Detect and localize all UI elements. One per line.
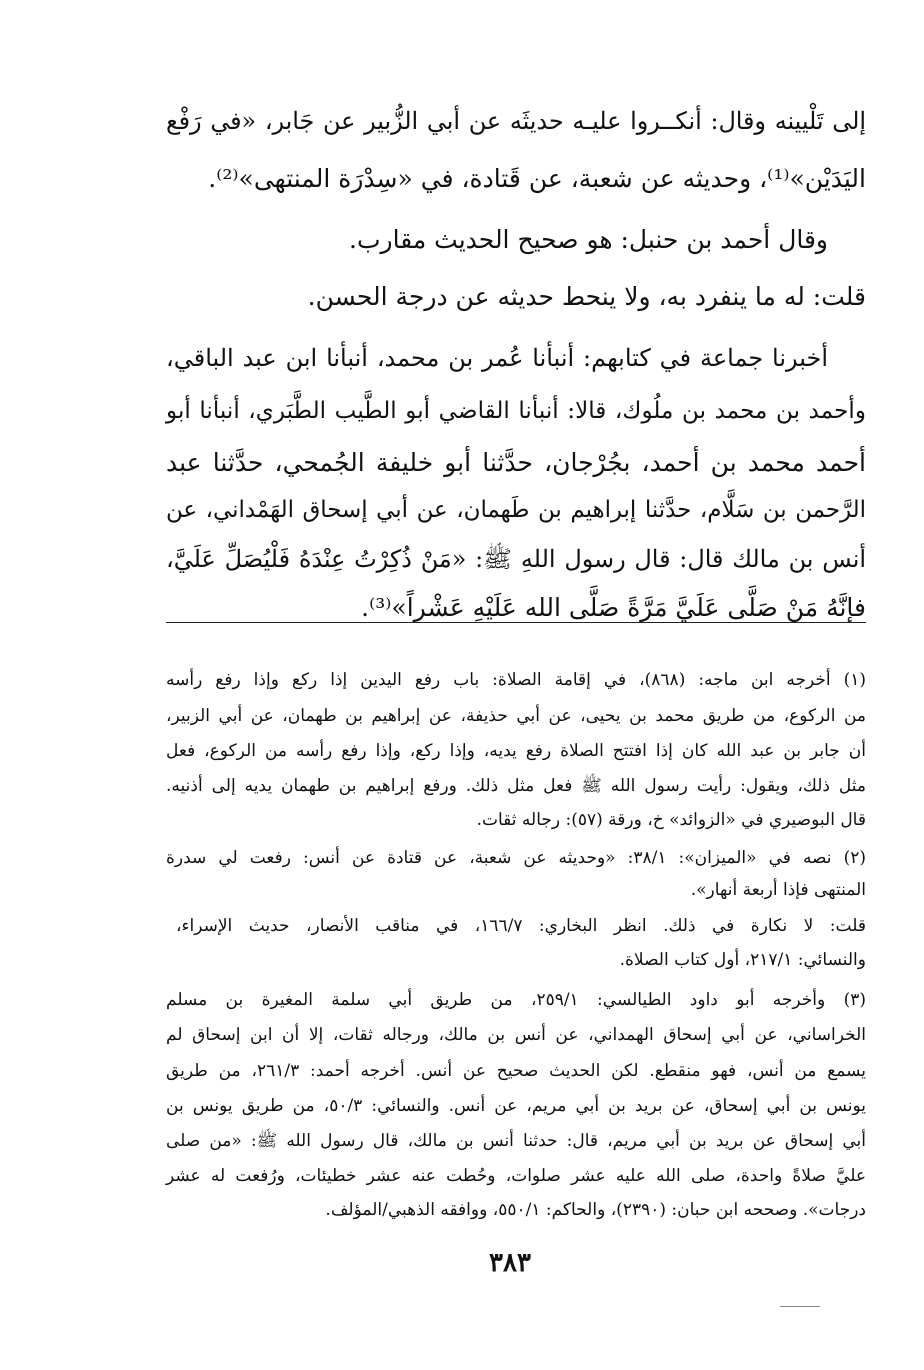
- footnote-line: يونس بن أبي إسحاق، عن بريد بن أبي مريم، عن أنس. والنسائي: ٥٠/٣، من طريق يونس بن: [166, 1096, 867, 1116]
- footnote-line: يسمع من أنس، فهو منقطع. لكن الحديث صحيح عن أنس. أخرجه أحمد: ٢٦١/٣، من طريق: [166, 1061, 866, 1081]
- footnote-line: المنتهى فإذا أربعة أنهار».: [690, 880, 866, 900]
- main-line: وأحمد بن محمد بن ملُوك، قالا: أنبأنا القاضي أبو الطَّيب الطَّبَري، أنبأنا أبو: [166, 398, 866, 424]
- main-line: أنس بن مالك قال: قال رسول اللهِ ﷺ: «مَنْ ذُكِرْتُ عِنْدَهُ فَلْيُصَلِّ عَلَيَّ،: [166, 545, 866, 573]
- footnote-line: (١) أخرجه ابن ماجه: (٨٦٨)، في إقامة الصلاة: باب رفع اليدين إذا ركع وإذا رفع رأسه: [166, 670, 866, 690]
- footnote-line: عليَّ صلاةً واحدة، صلى الله عليه عشر صلوات، وحُطت عنه عشر خطيئات، ورُفعت له عشر: [166, 1166, 866, 1186]
- footnote-line: قلت: لا نكارة في ذلك. انظر البخاري: ١٦٦/٧، في مناقب الأنصار، حديث الإسراء،: [176, 916, 866, 936]
- main-line: أحمد محمد بن أحمد، بجُرْجان، حدَّثنا أبو خليفة الجُمحي، حدَّثنا عبد: [166, 448, 866, 477]
- footnote-line: مثل ذلك، ويقول: رأيت رسول الله ﷺ فعل مثل ذلك. ورفع إبراهيم بن طهمان يديه إلى أذنيه.: [166, 776, 866, 796]
- footnote-line: من الركوع، من طريق محمد بن يحيى، عن أبي حذيفة، عن إبراهيم بن طهمان، عن أبي الزبير،: [166, 706, 866, 726]
- main-line: وقال أحمد بن حنبل: هو صحيح الحديث مقارب.: [349, 225, 828, 254]
- page-number: ٣٨٣: [489, 1248, 531, 1278]
- footnote-line: (٣) وأخرجه أبو داود الطيالسي: ٢٥٩/١، من طريق أبي سلمة المغيرة بن مسلم: [166, 990, 866, 1010]
- footnote-line: (٢) نصه في «الميزان»: ٣٨/١: «وحديثه عن شعبة، عن قتادة عن أنس: رفعت لي سدرة: [166, 848, 866, 868]
- scan-mark: [780, 1306, 820, 1307]
- footnote-line: أن جابر بن عبد الله كان إذا افتتح الصلاة رفع يديه، وإذا ركع، وإذا رفع رأسه من الركوع، فعل: [166, 741, 866, 761]
- footnote-line: الخراساني، عن أبي إسحاق الهمداني، عن أنس بن مالك، ورجاله ثقات، إلا أن ابن إسحاق لم: [166, 1025, 866, 1045]
- footnote-separator: [166, 622, 866, 623]
- main-line: أخبرنا جماعة في كتابهم: أنبأنا عُمر بن محمد، أنبأنا ابن عبد الباقي،: [166, 344, 828, 372]
- main-line: فإنَّهُ مَنْ صَلَّى عَلَيَّ مَرَّةً صَلَّى الله عَلَيْهِ عَشْراً»⁽³⁾.: [361, 593, 866, 622]
- footnote-line: والنسائي: ٢١٧/١، أول كتاب الصلاة.: [619, 950, 866, 970]
- main-line: الرَّحمن بن سَلَّام، حدَّثنا إبراهيم بن طَهمان، عن أبي إسحاق الهَمْداني، عن: [166, 497, 866, 523]
- main-line: قلت: له ما ينفرد به، ولا ينحط حديثه عن درجة الحسن.: [307, 282, 866, 311]
- footnote-line: أبي إسحاق عن بريد بن أبي مريم، قال: حدثنا أنس بن مالك، قال رسول الله ﷺ: «من صلى: [166, 1131, 866, 1151]
- main-line: اليَدَيْن»⁽¹⁾، وحديثه عن شعبة، عن قَتادة، في «سِدْرَة المنتهى»⁽²⁾.: [208, 164, 866, 193]
- footnote-line: درجات». وصححه ابن حبان: (٢٣٩٠)، والحاكم: ٥٥٠/١، ووافقه الذهبي/المؤلف.: [325, 1200, 866, 1220]
- main-line: إلى تَلْيينه وقال: أنكــروا عليـه حديثَه عن أبي الزُّبير عن جَابر، «في رَفْع: [166, 107, 866, 135]
- footnote-line: قال البوصيري في «الزوائد» خ، ورقة (٥٧): رجاله ثقات.: [476, 810, 866, 830]
